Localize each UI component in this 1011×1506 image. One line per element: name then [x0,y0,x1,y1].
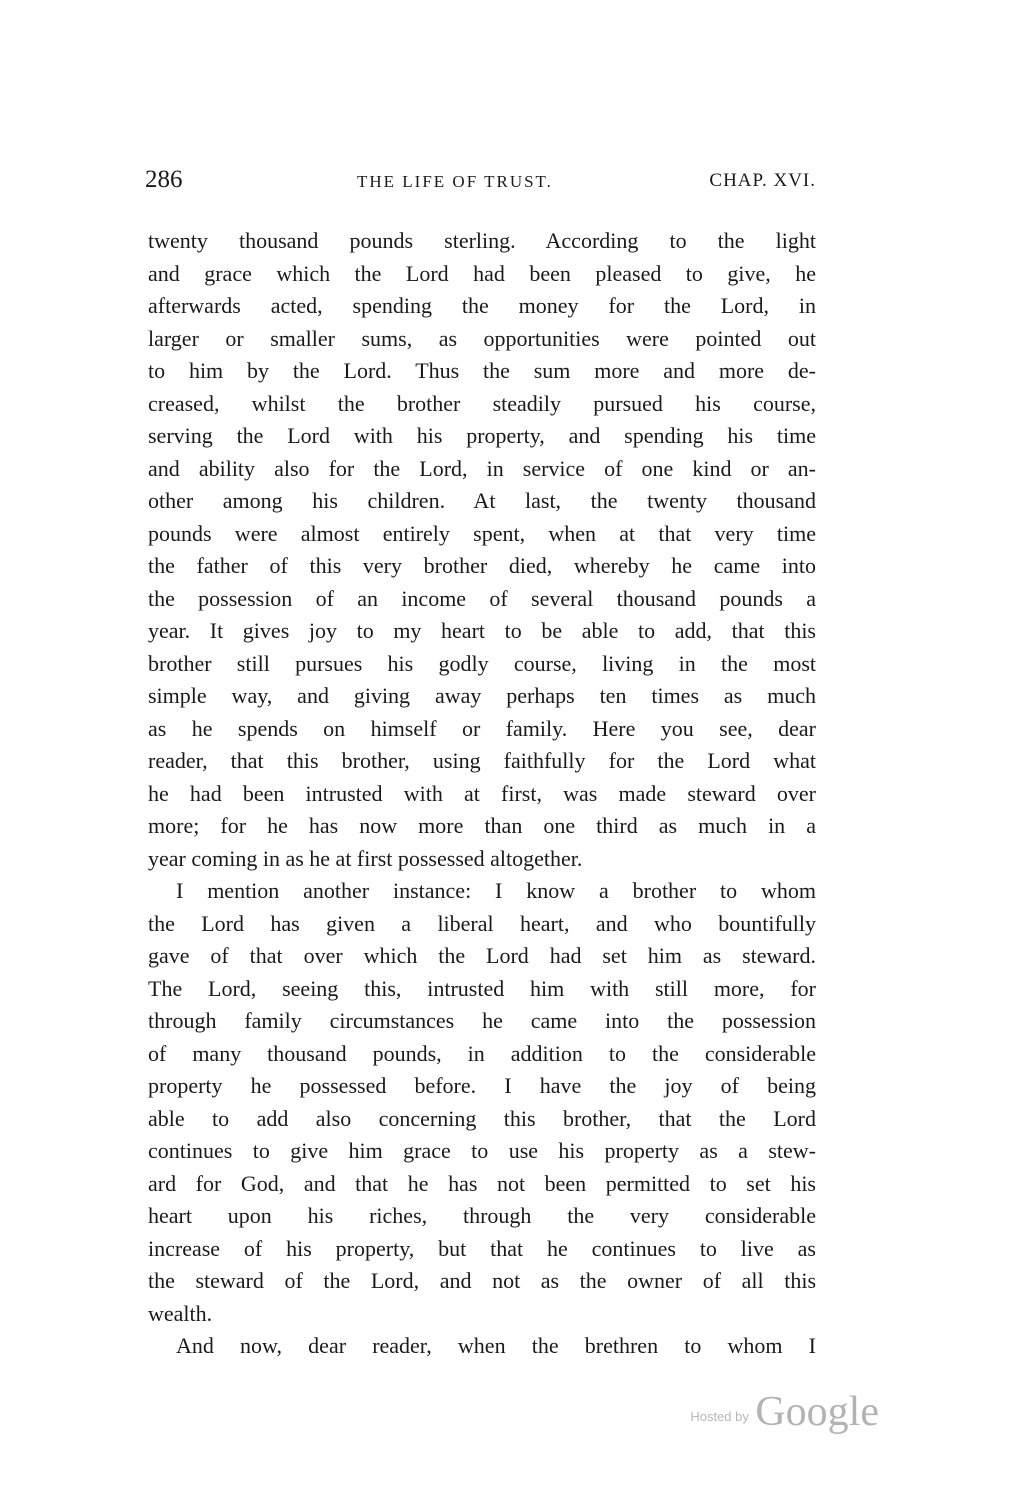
page-number: 286 [145,166,183,193]
text-line: brother still pursues his godly course, living in the most [148,650,816,676]
text-line: heart upon his riches, through the very considerable [148,1203,816,1228]
paragraph-end-line: year coming in as he at first possessed altogether. [148,845,583,871]
text-line: The Lord, seeing this, intrusted him with still more, for [148,975,816,1001]
text-line: the Lord has given a liberal heart, and who bountifully [148,910,816,936]
text-line: property he possessed before. I have the joy of being [148,1073,816,1098]
text-line: he had been intrusted with at first, was made steward over [148,780,816,806]
text-line: simple way, and giving away perhaps ten times as much [148,683,816,708]
chapter-label: CHAP. XVI. [709,170,816,191]
text-line: through family circumstances he came into the possession [148,1008,816,1033]
google-logo: Google [755,1389,879,1435]
running-title: THE LIFE OF TRUST. [357,172,553,191]
text-line: other among his children. At last, the twenty thousand [148,488,816,513]
text-line: to him by the Lord. Thus the sum more and more de- [148,358,816,383]
text-line: the father of this very brother died, whereby he came into [148,553,816,578]
hosted-by-google-watermark [690,1388,879,1436]
text-line: as he spends on himself or family. Here you see, dear [148,715,816,741]
text-line: twenty thousand pounds sterling. According to the light [148,228,816,253]
body-text [148,225,816,1363]
text-line: pounds were almost entirely spent, when at that very time [148,520,816,546]
text-line: of many thousand pounds, in addition to the considerable [148,1040,816,1066]
running-header [145,166,816,200]
text-line: serving the Lord with his property, and spending his time [148,423,816,448]
text-line: creased, whilst the brother steadily pursued his course, [148,390,816,416]
text-line: afterwards acted, spending the money for the Lord, in [148,293,816,318]
paragraph-start-line: I mention another instance: I know a brother to whom [176,878,816,903]
text-line: gave of that over which the Lord had set him as steward. [148,943,816,968]
text-line: more; for he has now more than one third as much in a [148,813,816,838]
text-line: ard for God, and that he has not been permitted to set his [148,1170,816,1196]
text-line: the possession of an income of several thousand pounds a [148,585,816,611]
text-line: larger or smaller sums, as opportunities were pointed out [148,325,816,351]
paragraph-end-line: wealth. [148,1300,213,1326]
text-line: the steward of the Lord, and not as the owner of all this [148,1268,816,1293]
text-line: year. It gives joy to my heart to be able to add, that this [148,618,816,643]
text-line: reader, that this brother, using faithfully for the Lord what [148,748,816,773]
hosted-by-label: Hosted by [690,1409,749,1424]
text-line: and grace which the Lord had been pleased to give, he [148,260,816,286]
text-line: continues to give him grace to use his property as a stew- [148,1138,816,1163]
text-line: and ability also for the Lord, in service of one kind or an- [148,455,816,481]
text-line: able to add also concerning this brother, that the Lord [148,1105,816,1131]
text-line: increase of his property, but that he continues to live as [148,1235,816,1261]
paragraph-start-line: And now, dear reader, when the brethren to whom I [176,1333,816,1358]
